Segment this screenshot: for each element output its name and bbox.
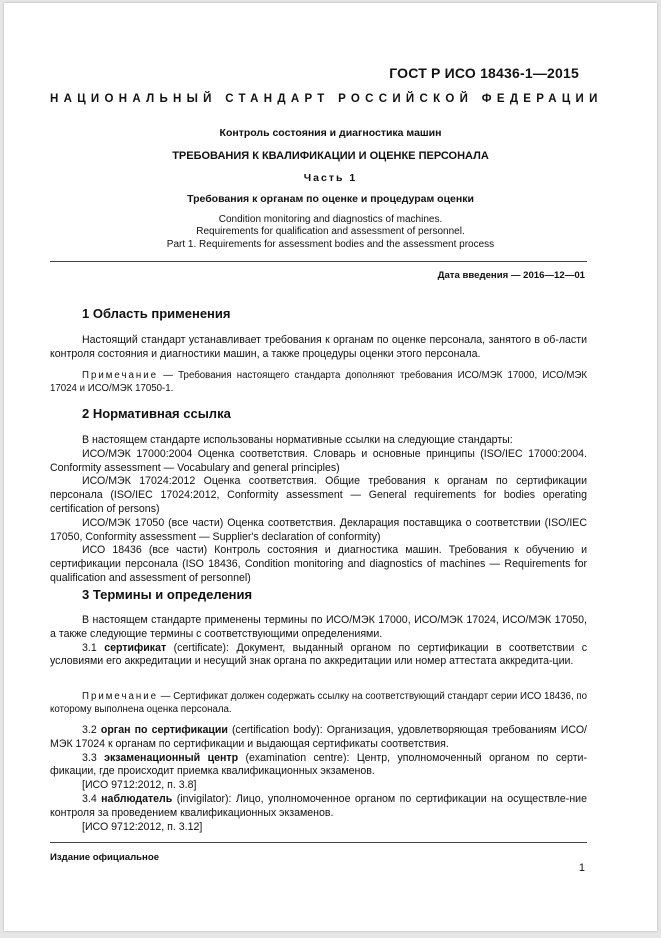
divider (50, 261, 587, 262)
term-3-4-source: [ИСО 9712:2012, п. 3.12] (82, 820, 203, 833)
reference-item: ИСО 18436 (все части) Контроль состояния и диагностика машин. Требования к обучению и сертификации персонала (ISO 18436, Condition monitoring and diagnostics of machines — Requirements for qualification and assessment of personnel) (50, 544, 587, 584)
footer-divider (50, 842, 587, 843)
reference-item: ИСО/МЭК 17024:2012 Оценка соответствия. Общие требования к органам по сертификации персонала (ISO/IEC 17024:2012, Conformity assessment — General requirements for bodies operating certification of persons) (50, 475, 587, 515)
title-subject: Контроль состояния и диагностика машин (219, 127, 442, 139)
reference-item: ИСО/МЭК 17000:2004 Оценка соответствия. Словарь и основные принципы (ISO/IEC 17000:2004. Conformity assessment — Vocabulary and general principles) (50, 447, 587, 474)
section-3-heading: 3 Термины и определения (82, 587, 253, 602)
term-3-4-name: наблюдатель (101, 792, 173, 805)
note-text: — Сертификат должен содержать ссылку на соответствующий стандарт серии ИСО 18436, по которому выполнена оценка персонала. (50, 691, 587, 715)
document-page (4, 3, 657, 931)
section-3-terms (50, 724, 587, 834)
section-3-intro-block (50, 614, 587, 669)
note-label: Примечание (82, 691, 159, 702)
section-1-paragraph: Настоящий стандарт устанавливает требования к органам по оценке персонала, занятого в об-ласти контроля состояния и диагностики машин, а также процедуры оценки этого персонала. (50, 334, 587, 360)
edition-label: Издание официальное (50, 852, 160, 863)
page-number: 1 (578, 862, 585, 874)
title-main: ТРЕБОВАНИЯ К КВАЛИФИКАЦИИ И ОЦЕНКЕ ПЕРСОНАЛА (172, 150, 489, 162)
section-2-intro: В настоящем стандарте использованы нормативные ссылки на следующие стандарты: (82, 434, 513, 446)
term-3-3-name: экзаменационный центр (104, 751, 239, 764)
section-3-intro: В настоящем стандарте применены термины по ИСО/МЭК 17000, ИСО/МЭК 17024, ИСО/МЭК 17050, а также следующие термины с соответствующими определениями. (50, 614, 587, 640)
title-part: Часть 1 (303, 172, 358, 184)
introduction-date: Дата введения — 2016—12—01 (437, 270, 585, 281)
english-title-line-1: Condition monitoring and diagnostics of machines. (218, 214, 443, 225)
term-3-1: 3.1 сертификат (certificate): Документ, выданный органом по сертификации в соответствии с условиями его аккредитации и несущий знак органа по аккредитации или номер аттестата аккредита-ции. (50, 641, 587, 668)
section-1-body (50, 334, 587, 362)
section-1-heading: 1 Область применения (82, 306, 231, 321)
term-3-1-name: сертификат (104, 641, 167, 654)
national-standard-banner: НАЦИОНАЛЬНЫЙ СТАНДАРТ РОССИЙСКОЙ ФЕДЕРАЦИИ (50, 93, 603, 105)
term-3-2-name: орган по сертификации (100, 724, 228, 736)
section-2-body (50, 434, 587, 586)
document-id: ГОСТ Р ИСО 18436-1—2015 (389, 65, 579, 81)
english-title-line-3: Part 1. Requirements for assessment bodies and the assessment process (166, 238, 495, 250)
reference-item: ИСО/МЭК 17050 (все части) Оценка соответствия. Декларация поставщика о соответствии (ISO/IEC 17050, Conformity assessment — Supplier's declaration of conformity) (50, 516, 587, 543)
term-3-3-source: [ИСО 9712:2012, п. 3.8] (82, 779, 197, 792)
english-title (4, 214, 657, 251)
section-1-note (50, 370, 587, 395)
term-3-4: 3.4 наблюдатель (invigilator): Лицо, уполномоченное органом по сертификации на осуществле-ние контроля за проведением квалификационных экзаменов. (50, 792, 587, 819)
section-3-note (50, 691, 587, 716)
note-text: — Требования настоящего стандарта дополняют требования ИСО/МЭК 17000, ИСО/МЭК 17024 и ИСО/МЭК 17050-1. (50, 370, 587, 394)
term-3-3: 3.3 экзаменационный центр (examination centre): Центр, уполномоченный органом по серти-фикации, где происходит приемка квалификационных экзаменов. (50, 751, 587, 778)
english-title-line-2: Requirements for qualification and assessment of personnel. (196, 226, 465, 238)
term-3-2: 3.2 орган по сертификации (certification body): Организация, удовлетворяющая требованиям ИСО/МЭК 17024 к органам по сертификации и выдающая сертификаты соответствия. (50, 724, 587, 750)
title-part-name: Требования к органам по оценке и процедурам оценки (187, 193, 474, 205)
section-2-heading: 2 Нормативная ссылка (82, 406, 231, 421)
note-label: Примечание (82, 370, 159, 381)
